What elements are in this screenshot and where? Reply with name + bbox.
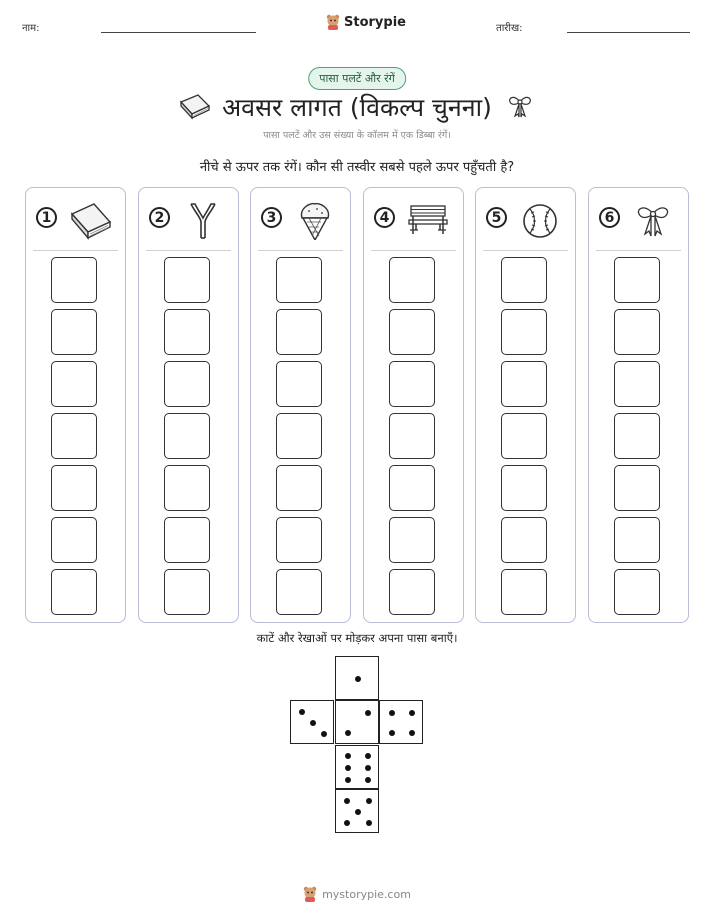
color-box[interactable]: [389, 413, 435, 459]
color-box[interactable]: [614, 517, 660, 563]
color-box[interactable]: [51, 569, 97, 615]
column-header: [251, 188, 350, 250]
title-bow-icon: [506, 92, 534, 120]
color-box[interactable]: [614, 309, 660, 355]
die-face-4: [379, 700, 423, 744]
name-label: नाम:: [22, 23, 40, 34]
die-pip: [345, 730, 351, 736]
die-pip: [366, 798, 372, 804]
ice-cream-icon: [293, 200, 337, 240]
color-box[interactable]: [51, 257, 97, 303]
color-box[interactable]: [389, 465, 435, 511]
column-divider: [596, 250, 681, 251]
die-pip: [355, 676, 361, 682]
brand-logo: [326, 14, 406, 30]
column-number: 5: [486, 207, 507, 228]
color-box[interactable]: [276, 465, 322, 511]
color-box[interactable]: [389, 517, 435, 563]
die-pip: [365, 753, 371, 759]
die-pip: [321, 731, 327, 737]
column-header: [589, 188, 688, 250]
die-pip: [366, 820, 372, 826]
die-pip: [409, 710, 415, 716]
column-header: [26, 188, 125, 250]
color-box[interactable]: [614, 361, 660, 407]
color-box[interactable]: [501, 361, 547, 407]
footer-url[interactable]: mystorypie.com: [322, 887, 411, 901]
color-box[interactable]: [51, 413, 97, 459]
column-2: [138, 187, 239, 623]
die-pip: [345, 765, 351, 771]
color-box[interactable]: [389, 309, 435, 355]
column-header: [476, 188, 575, 250]
column-5: [475, 187, 576, 623]
slingshot-icon: [181, 200, 225, 240]
column-number: 6: [599, 207, 620, 228]
column-6: [588, 187, 689, 623]
column-divider: [258, 250, 343, 251]
color-box[interactable]: [614, 465, 660, 511]
die-pip: [344, 820, 350, 826]
color-box[interactable]: [501, 257, 547, 303]
color-box[interactable]: [164, 257, 210, 303]
date-label: तारीख:: [496, 23, 523, 34]
color-box[interactable]: [501, 309, 547, 355]
activity-pill: पासा पलटें और रंगें: [308, 67, 406, 90]
bench-icon: [406, 200, 450, 240]
column-divider: [33, 250, 118, 251]
die-pip: [344, 798, 350, 804]
color-box[interactable]: [164, 465, 210, 511]
column-header: [139, 188, 238, 250]
die-pip: [365, 777, 371, 783]
bow-icon: [631, 200, 675, 240]
column-header: [364, 188, 463, 250]
color-box[interactable]: [614, 569, 660, 615]
color-box[interactable]: [501, 569, 547, 615]
column-3: [250, 187, 351, 623]
color-box[interactable]: [164, 569, 210, 615]
color-box[interactable]: [389, 361, 435, 407]
color-box[interactable]: [501, 465, 547, 511]
cut-instruction: काटें और रेखाओं पर मोड़कर अपना पासा बनाएँ।: [256, 631, 458, 645]
die-face-1: [335, 656, 379, 700]
column-number: 2: [149, 207, 170, 228]
die-pip: [365, 710, 371, 716]
color-box[interactable]: [276, 569, 322, 615]
column-number: 3: [261, 207, 282, 228]
baseball-icon: [518, 200, 562, 240]
color-box[interactable]: [51, 361, 97, 407]
color-box[interactable]: [164, 517, 210, 563]
bear-icon: [326, 14, 340, 30]
column-number: 4: [374, 207, 395, 228]
date-line[interactable]: [567, 32, 690, 33]
die-face-2: [335, 700, 379, 744]
color-box[interactable]: [614, 413, 660, 459]
column-1: [25, 187, 126, 623]
die-pip: [355, 809, 361, 815]
die-pip: [389, 730, 395, 736]
name-line[interactable]: [101, 32, 256, 33]
color-box[interactable]: [164, 309, 210, 355]
column-divider: [146, 250, 231, 251]
brand-name: Storypie: [344, 14, 406, 30]
color-box[interactable]: [164, 413, 210, 459]
footer: [0, 886, 714, 902]
die-net: [290, 656, 424, 834]
color-box[interactable]: [164, 361, 210, 407]
page-subtitle: पासा पलटें और उस संख्या के कॉलम में एक डिब्बा रंगें।: [263, 130, 451, 141]
page-title: अवसर लागत (विकल्प चुनना): [222, 93, 492, 122]
die-pip: [365, 765, 371, 771]
color-box[interactable]: [276, 309, 322, 355]
column-4: [363, 187, 464, 623]
column-divider: [483, 250, 568, 251]
footer-bear-icon: [303, 886, 317, 902]
color-box[interactable]: [276, 413, 322, 459]
color-box[interactable]: [276, 517, 322, 563]
die-pip: [345, 753, 351, 759]
color-box[interactable]: [51, 309, 97, 355]
color-box[interactable]: [51, 465, 97, 511]
color-box[interactable]: [501, 413, 547, 459]
color-box[interactable]: [501, 517, 547, 563]
column-divider: [371, 250, 456, 251]
color-box[interactable]: [389, 569, 435, 615]
color-box[interactable]: [276, 361, 322, 407]
die-pip: [389, 710, 395, 716]
die-face-6: [335, 745, 379, 789]
die-pip: [345, 777, 351, 783]
color-box[interactable]: [614, 257, 660, 303]
coloring-instruction: नीचे से ऊपर तक रंगें। कौन सी तस्वीर सबसे पहले ऊपर पहुँचती है?: [199, 160, 515, 175]
column-number: 1: [36, 207, 57, 228]
die-pip: [299, 709, 305, 715]
color-box[interactable]: [51, 517, 97, 563]
die-pip: [409, 730, 415, 736]
color-box[interactable]: [389, 257, 435, 303]
color-box[interactable]: [276, 257, 322, 303]
die-face-3: [290, 700, 334, 744]
book-icon: [68, 200, 112, 240]
die-face-5: [335, 789, 379, 833]
die-pip: [310, 720, 316, 726]
